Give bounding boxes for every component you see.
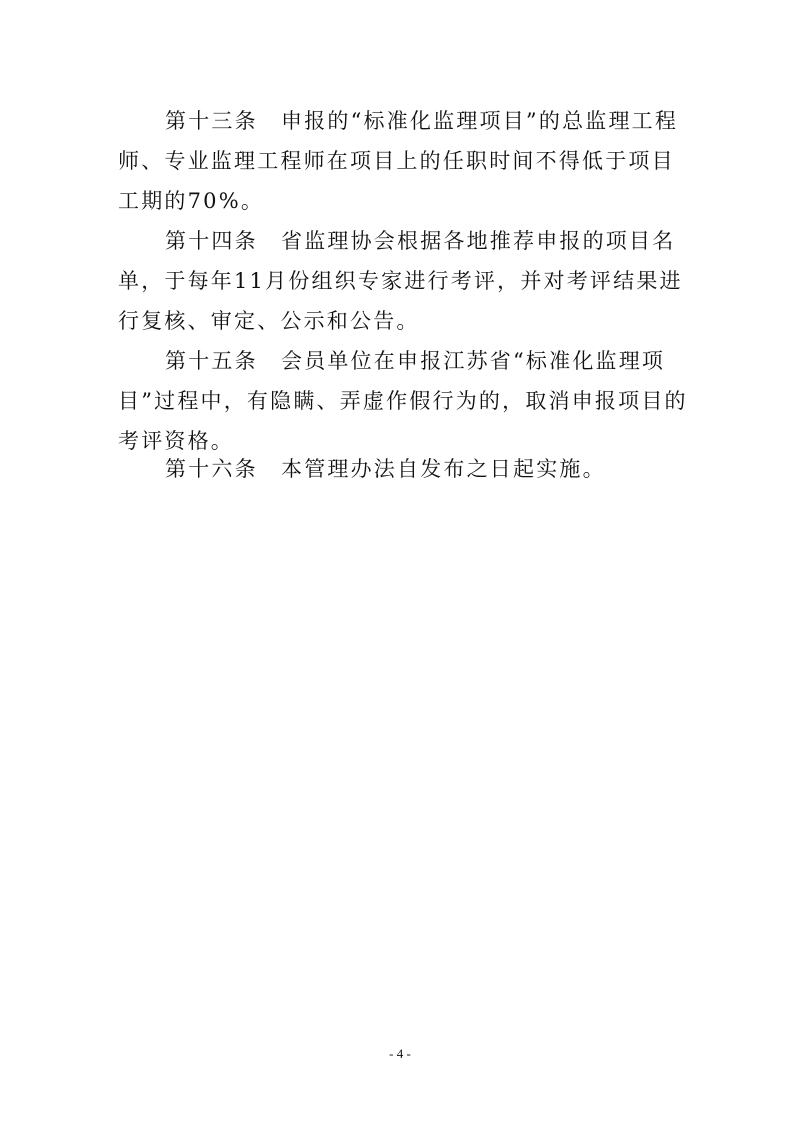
article-14-paragraph: 第十四条 省监理协会根据各地推荐申报的项目名单，于每年11月份组织专家进行考评，并对考评结果进行复核、审定、公示和公告。 <box>118 229 683 333</box>
article-13-paragraph: 第十三条 申报的“标准化监理项目”的总监理工程师、专业监理工程师在项目上的任职时间不得低于项目工期的70%。 <box>118 109 679 213</box>
page-number: - 4 - <box>389 1046 411 1061</box>
article-15-paragraph: 第十五条 会员单位在申报江苏省“标准化监理项目”过程中，有隐瞒、弄虚作假行为的，取消申报项目的考评资格。 <box>118 349 688 453</box>
article-16-paragraph: 第十六条 本管理办法自发布之日起实施。 <box>165 457 606 481</box>
